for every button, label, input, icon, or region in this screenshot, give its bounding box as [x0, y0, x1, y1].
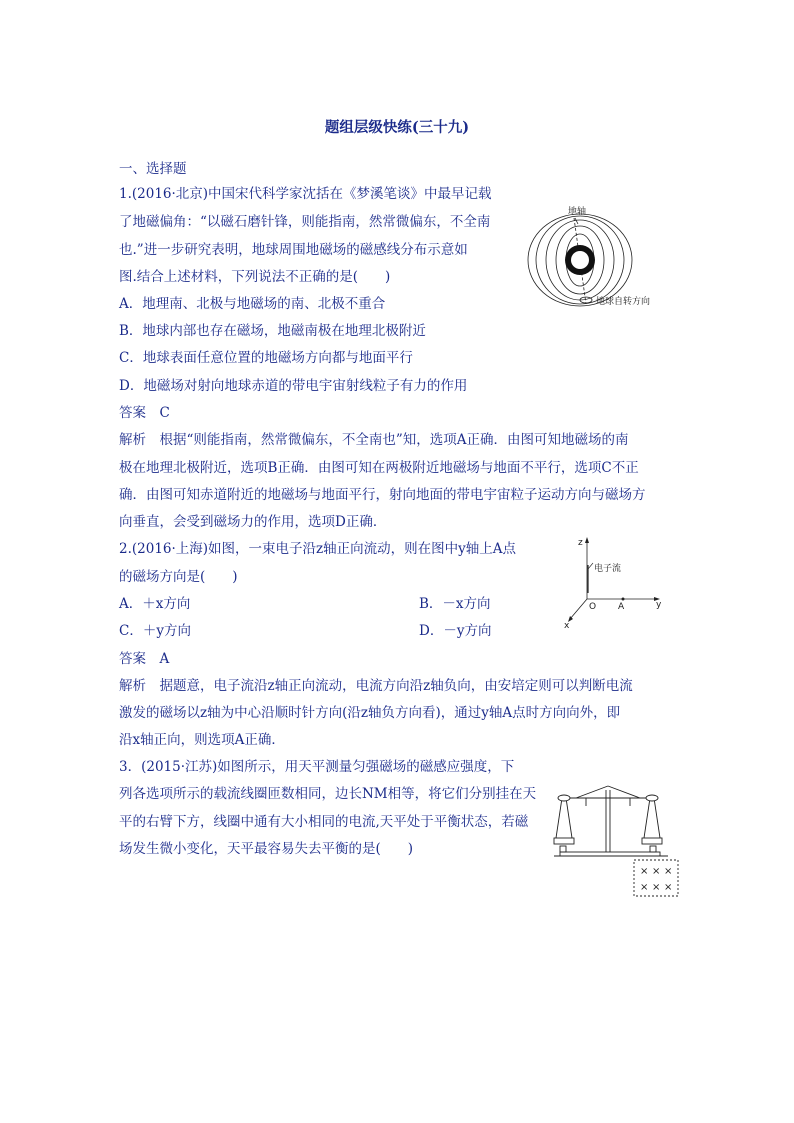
rotation-direction-label: 地球自转方向	[596, 297, 651, 307]
q3-stem-line: 列各选项所示的载流线圈匝数相同，边长NM相等，将它们分别挂在天	[119, 786, 537, 802]
q1-analysis-line: 确．由图可知赤道附近的地磁场与地面平行，射向地面的带电宇宙粒子运动方向与磁场方	[119, 487, 646, 503]
field-cross-symbol: ×	[652, 882, 661, 893]
q1-option-b: B．地球内部也存在磁场，地磁南极在地理北极附近	[119, 323, 426, 339]
q2-stem-line: 的磁场方向是( )	[119, 569, 238, 585]
field-cross-symbol: ×	[640, 866, 649, 877]
q1-analysis-line: 极在地理北极附近，选项B正确．由图可知在两极附近地磁场与地面不平行，选项C不正	[119, 460, 639, 476]
earth-magnetic-field-figure	[520, 200, 680, 312]
coordinate-axes-figure	[560, 535, 670, 630]
q3-stem-line: 场发生微小变化，天平最容易失去平衡的是( )	[119, 841, 414, 857]
section-heading: 一、选择题	[119, 161, 187, 177]
field-cross-symbol: ×	[664, 882, 673, 893]
q2-answer: 答案 A	[119, 651, 170, 667]
q1-stem-line: 了地磁偏角：“以磁石磨针锋，则能指南，然常微偏东，不全南	[119, 214, 491, 230]
q1-analysis-line: 向垂直，会受到磁场力的作用，选项D正确．	[119, 514, 387, 530]
q2-option-b: B．－x方向	[419, 596, 491, 612]
q2-option-a: A．＋x方向	[119, 596, 191, 612]
y-axis-label: y	[656, 600, 662, 610]
field-cross-symbol: ×	[664, 866, 673, 877]
q2-analysis-line: 解析 据题意，电子流沿z轴正向流动，电流方向沿z轴负向，由安培定则可以判断电流	[119, 678, 633, 694]
q1-stem-line: 图.结合上述材料，下列说法不正确的是( )	[119, 269, 391, 285]
electron-stream-label: 电子流	[594, 564, 622, 574]
q3-stem-line: 3．(2015·江苏)如图所示，用天平测量匀强磁场的磁感应强度，下	[119, 759, 515, 775]
q2-stem-line: 2.(2016·上海)如图，一束电子沿z轴正向流动，则在图中y轴上A点	[119, 541, 517, 557]
balance-figure	[546, 776, 682, 900]
q1-option-a: A．地理南、北极与地磁场的南、北极不重合	[119, 296, 386, 312]
z-axis-label: z	[578, 538, 583, 548]
q2-option-c: C．＋y方向	[119, 623, 191, 639]
origin-label: O	[589, 602, 597, 612]
q1-stem-line: 也.”进一步研究表明，地球周围地磁场的磁感线分布示意如	[119, 242, 468, 258]
q2-option-d: D．－y方向	[419, 623, 492, 639]
q1-stem-line: 1.(2016·北京)中国宋代科学家沈括在《梦溪笔谈》中最早记载	[119, 186, 492, 202]
q2-analysis-line: 激发的磁场以z轴为中心沿顺时针方向(沿z轴负方向看)，通过y轴A点时方向向外，即	[119, 705, 621, 721]
earth-axis-label: 地轴	[568, 207, 587, 217]
q1-option-d: D．地磁场对射向地球赤道的带电宇宙射线粒子有力的作用	[119, 378, 468, 394]
page-title: 题组层级快练(三十九)	[324, 119, 470, 136]
q3-stem-line: 平的右臂下方，线圈中通有大小相同的电流,天平处于平衡状态，若磁	[119, 814, 529, 830]
q2-analysis-line: 沿x轴正向，则选项A正确．	[119, 732, 285, 748]
q1-option-c: C．地球表面任意位置的地磁场方向都与地面平行	[119, 350, 413, 366]
field-cross-symbol: ×	[652, 866, 661, 877]
q1-analysis-line: 解析 根据“则能指南，然常微偏东，不全南也”知，选项A正确．由图可知地磁场的南	[119, 432, 629, 448]
point-a-label: A	[618, 602, 625, 612]
q1-answer: 答案 C	[119, 405, 170, 421]
field-cross-symbol: ×	[640, 882, 649, 893]
x-axis-label: x	[564, 621, 570, 631]
